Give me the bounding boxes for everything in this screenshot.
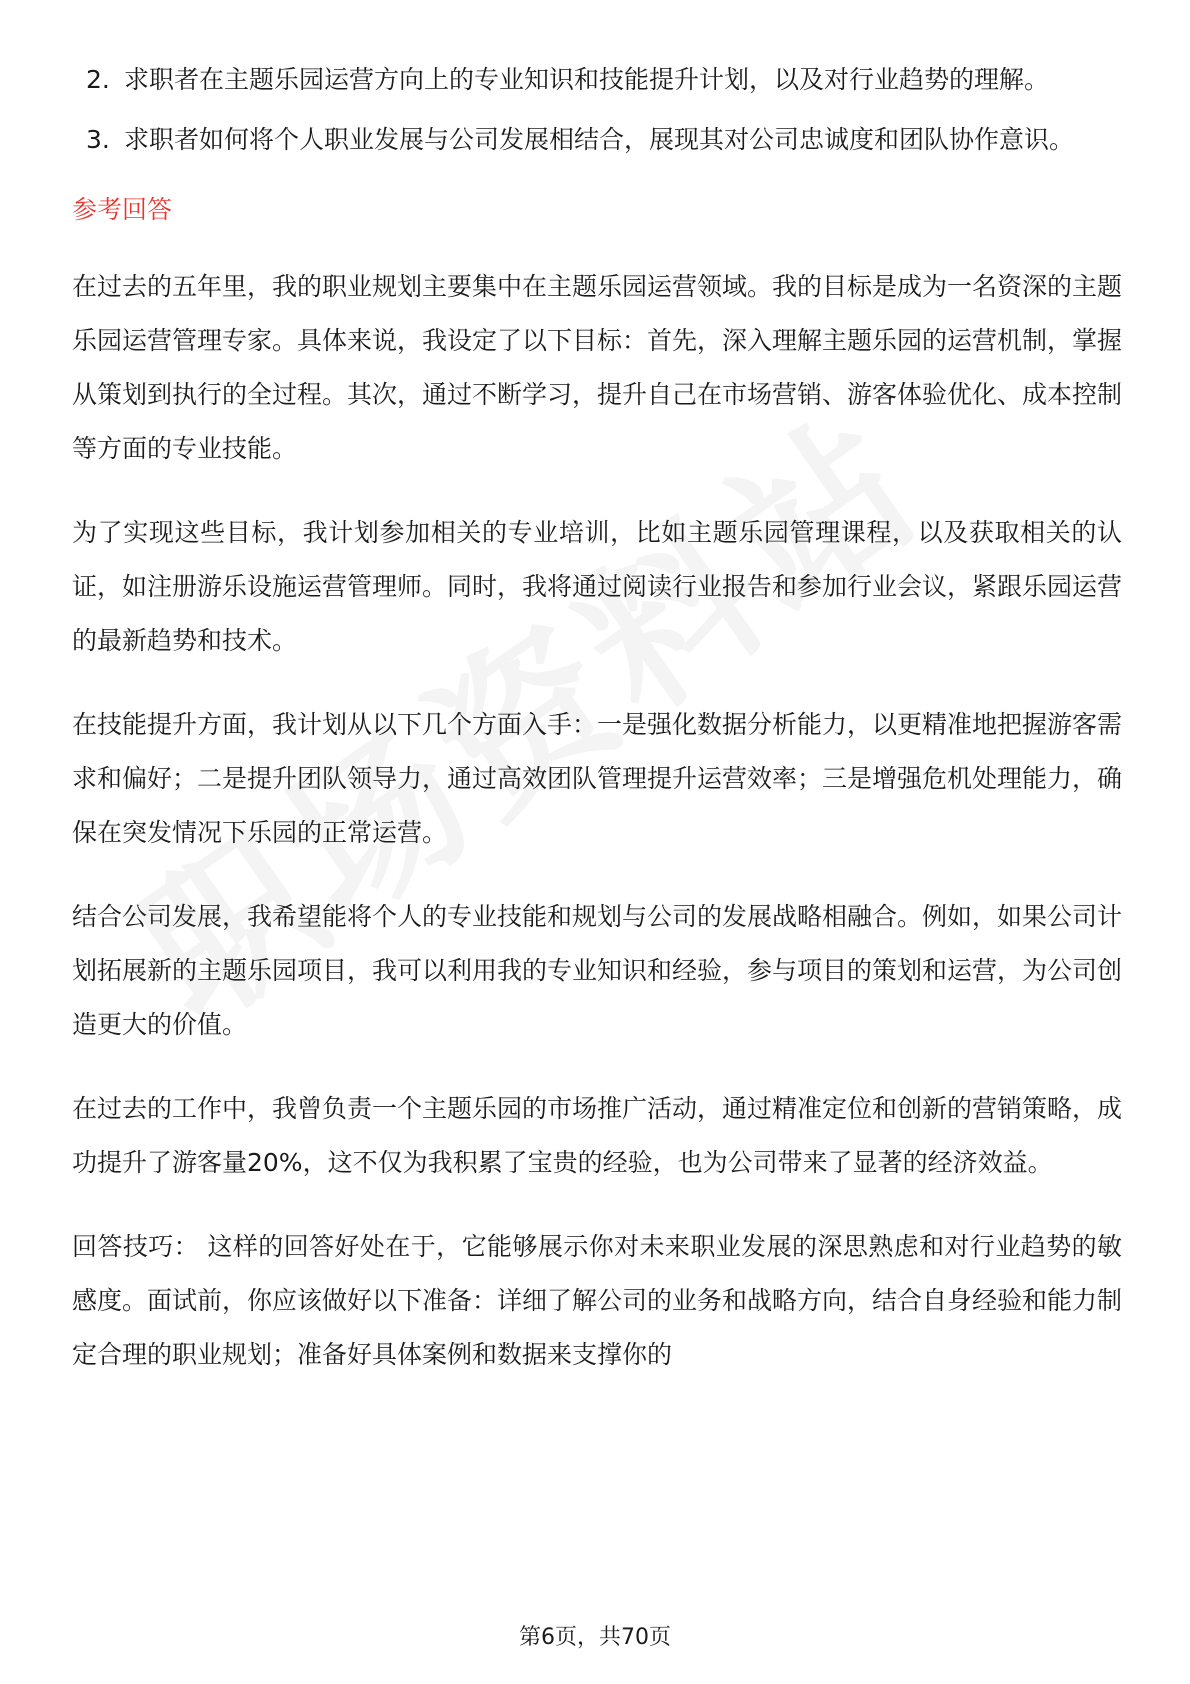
page-footer: 第6页，共70页	[519, 1625, 671, 1650]
list-item-text: 求职者在主题乐园运营方向上的专业知识和技能提升计划，以及对行业趋势的理解。	[124, 65, 1050, 94]
answer-paragraph: 在过去的工作中，我曾负责一个主题乐园的市场推广活动，通过精准定位和创新的营销策略，成功提升了游客量20%，这不仅为我积累了宝贵的经验，也为公司带来了显著的经济效益。	[72, 1094, 1123, 1177]
list-item	[72, 52, 1122, 108]
answer-paragraph: 为了实现这些目标，我计划参加相关的专业培训，比如主题乐园管理课程，以及获取相关的认证，如注册游乐设施运营管理师。同时，我将通过阅读行业报告和参加行业会议，紧跟乐园运营的最新趋势和技术。	[72, 518, 1123, 655]
section-title: 参考回答	[72, 195, 173, 224]
list-item-number: 3.	[86, 125, 110, 154]
answer-tips-paragraph: 回答技巧： 这样的回答好处在于，它能够展示你对未来职业发展的深思熟虑和对行业趋势的敏感度。面试前，你应该做好以下准备：详细了解公司的业务和战略方向，结合自身经验和能力制定合理的职业规划；准备好具体案例和数据来支撑你的	[72, 1232, 1123, 1369]
question-focus-list	[72, 52, 1122, 168]
list-item-text: 求职者如何将个人职业发展与公司发展相结合，展现其对公司忠诚度和团队协作意识。	[124, 125, 1075, 154]
answer-paragraph: 在过去的五年里，我的职业规划主要集中在主题乐园运营领域。我的目标是成为一名资深的主题乐园运营管理专家。具体来说，我设定了以下目标：首先，深入理解主题乐园的运营机制，掌握从策划到执行的全过程。其次，通过不断学习，提升自己在市场营销、游客体验优化、成本控制等方面的专业技能。	[72, 272, 1123, 463]
list-item	[72, 112, 1122, 168]
list-item-number: 2.	[86, 65, 110, 94]
answer-paragraph: 结合公司发展，我希望能将个人的专业技能和规划与公司的发展战略相融合。例如，如果公司计划拓展新的主题乐园项目，我可以利用我的专业知识和经验，参与项目的策划和运营，为公司创造更大的价值。	[72, 902, 1123, 1039]
page-content	[72, 52, 1122, 1412]
answer-paragraph: 在技能提升方面，我计划从以下几个方面入手：一是强化数据分析能力，以更精准地把握游客需求和偏好；二是提升团队领导力，通过高效团队管理提升运营效率；三是增强危机处理能力，确保在突发情况下乐园的正常运营。	[72, 710, 1123, 847]
